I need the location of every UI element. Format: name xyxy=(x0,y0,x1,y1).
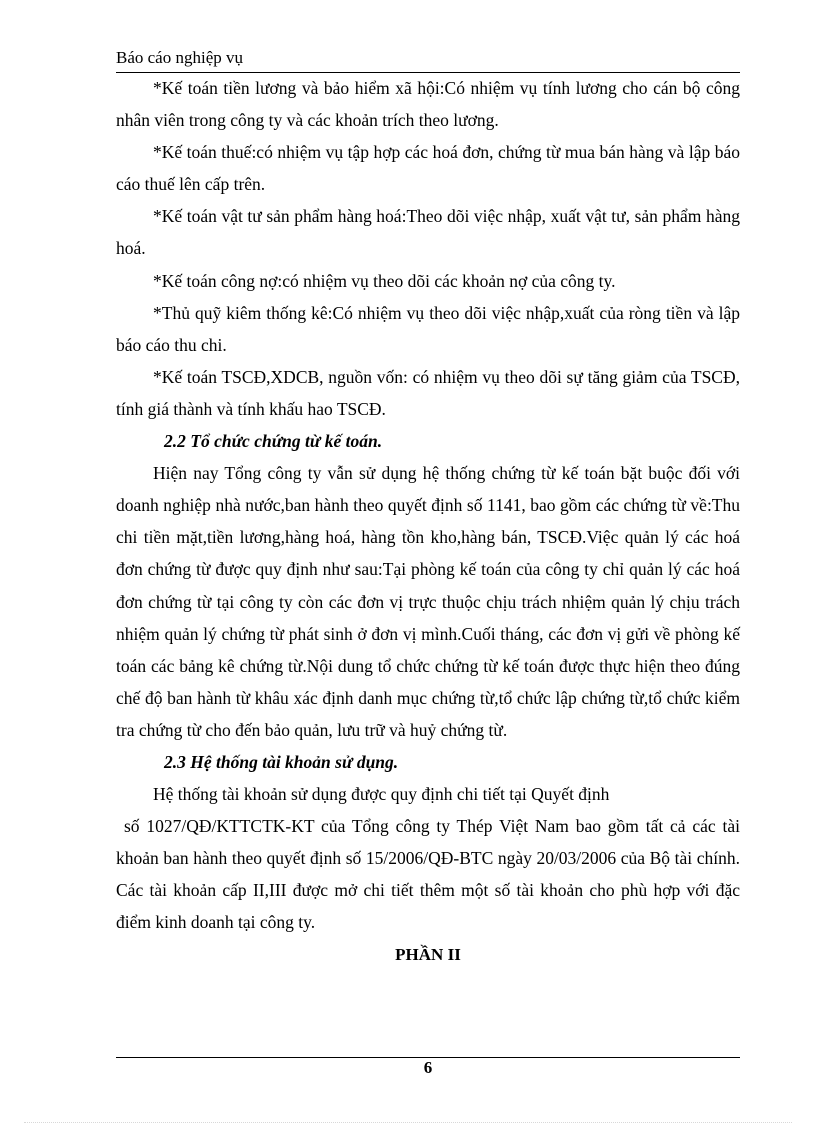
paragraph-voucher-organization: Hiện nay Tổng công ty vẫn sử dụng hệ thống chứng từ kế toán bặt buộc đối với doanh nghiệp nhà nước,ban hành theo quyết định số 1141, bao gồm các chứng từ về:Thu chi tiền mặt,tiền lương,hàng hoá, hàng tồn kho,hàng bán, TSCĐ.Việc quản lý các hoá đơn chứng từ được quy định như sau:Tại phòng kế toán của công ty chỉ quản lý các hoá đơn chứng từ tại công ty còn các đơn vị trực thuộc chịu trách nhiệm quản lý chịu trách nhiệm quản lý chứng từ phát sinh ở đơn vị mình.Cuối tháng, các đơn vị gửi về phòng kế toán các bảng kê chứng từ.Nội dung tổ chức chứng từ kế toán được thực hiện theo đúng chế độ ban hành từ khâu xác định danh mục chứng từ,tổ chức lập chứng từ,tổ chức kiểm tra chứng từ cho đến bảo quản, lưu trữ và huỷ chứng từ. xyxy=(116,463,740,740)
paragraph-payroll-accountant: *Kế toán tiền lương và bảo hiểm xã hội:Có nhiệm vụ tính lương cho cán bộ công nhân viên trong công ty và các khoản trích theo lương. xyxy=(116,78,740,131)
document-body xyxy=(116,72,740,971)
paragraph-treasurer: *Thủ quỹ kiêm thống kê:Có nhiệm vụ theo dõi việc nhập,xuất của ròng tiền và lập báo cáo thu chi. xyxy=(116,302,740,355)
paragraph-account-system: số 1027/QĐ/KTTCTK-KT của Tổng công ty Thép Việt Nam bao gồm tất cả các tài khoản ban hành theo quyết định số 15/2006/QĐ-BTC ngày 20/03/2006 của Bộ tài chính. Các tài khoản cấp II,III được mở chi tiết thêm một số tài khoản cho phù hợp với đặc điểm kinh doanh tại công ty. xyxy=(116,816,740,933)
paragraph-fixed-assets-accountant: *Kế toán TSCĐ,XDCB, nguồn vốn: có nhiệm vụ theo dõi sự tăng giảm của TSCĐ, tính giá thành và tính khấu hao TSCĐ. xyxy=(116,366,740,419)
paragraph-account-system-line1: Hệ thống tài khoản sử dụng được quy định chi tiết tại Quyết định xyxy=(153,784,610,805)
part-heading: PHẦN II xyxy=(395,944,461,964)
paragraph-debt-accountant: *Kế toán công nợ:có nhiệm vụ theo dõi các khoản nợ của công ty. xyxy=(153,270,616,291)
section-heading-2-3: 2.3 Hệ thống tài khoản sử dụng. xyxy=(164,751,399,772)
paragraph-materials-accountant: *Kế toán vật tư sản phẩm hàng hoá:Theo dõi việc nhập, xuất vật tư, sản phẩm hàng hoá. xyxy=(116,206,740,259)
page-number: 6 xyxy=(423,1058,433,1077)
section-heading-2-2: 2.2 Tổ chức chứng từ kế toán. xyxy=(164,431,383,452)
header-title: Báo cáo nghiệp vụ xyxy=(116,48,243,67)
paragraph-tax-accountant: *Kế toán thuế:có nhiệm vụ tập hợp các hoá đơn, chứng từ mua bán hàng và lập báo cáo thuế lên cấp trên. xyxy=(116,142,740,195)
